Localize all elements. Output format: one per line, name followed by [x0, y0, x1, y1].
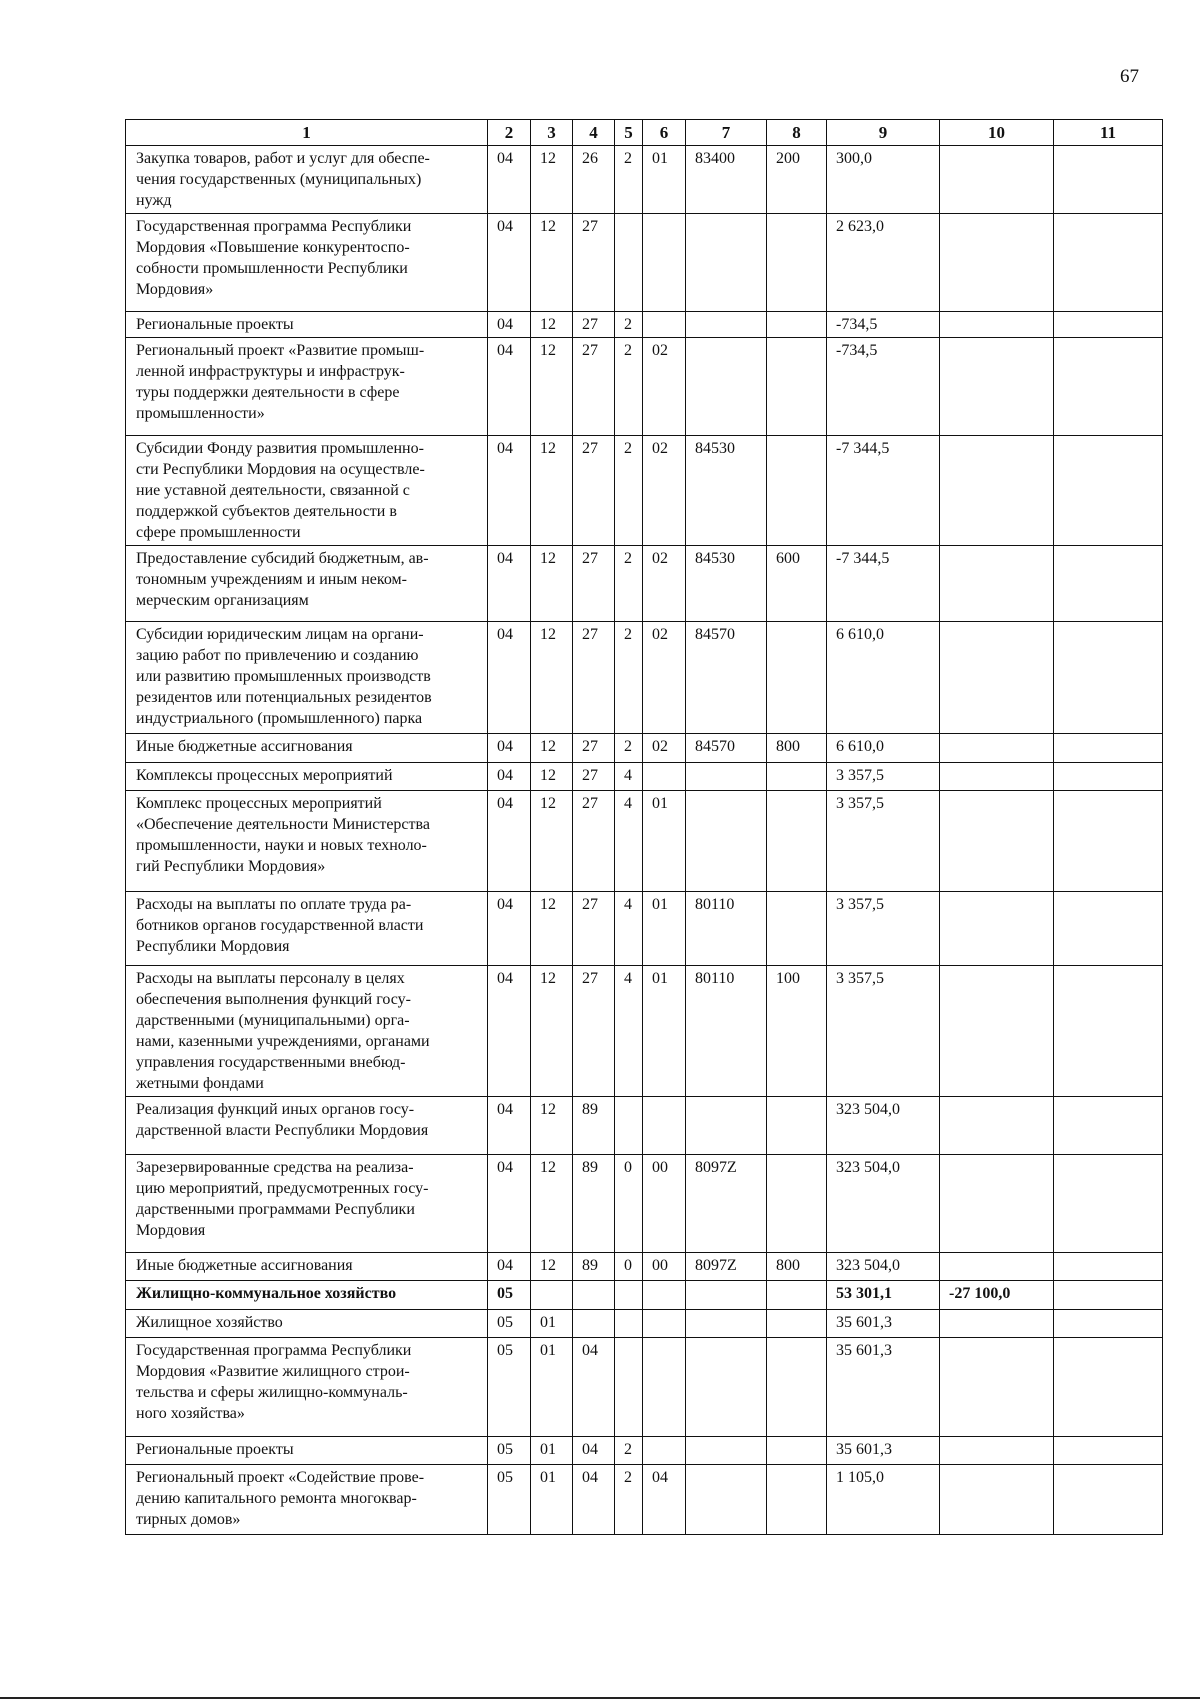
extra-amount-cell — [1054, 734, 1163, 763]
amount-change-cell: -27 100,0 — [940, 1281, 1054, 1310]
event-code-cell — [643, 1437, 686, 1465]
column-header: 8 — [767, 120, 827, 146]
table-row — [126, 1281, 1163, 1310]
column-header: 7 — [686, 120, 767, 146]
section-code-cell: 05 — [488, 1437, 531, 1465]
page-bottom-rule — [0, 1697, 1200, 1699]
event-code-cell — [643, 1338, 686, 1437]
table-row — [126, 1437, 1163, 1465]
section-code-cell: 05 — [488, 1281, 531, 1310]
event-code-cell: 04 — [643, 1465, 686, 1535]
subsection-code-cell: 01 — [531, 1437, 573, 1465]
program-code-cell: 89 — [573, 1253, 615, 1281]
program-code-cell: 89 — [573, 1155, 615, 1253]
event-code-cell: 02 — [643, 338, 686, 436]
program-code-cell: 27 — [573, 546, 615, 622]
event-code-cell — [643, 214, 686, 312]
subsection-code-cell: 12 — [531, 1253, 573, 1281]
expense-type-cell — [767, 436, 827, 546]
column-header: 1 — [126, 120, 488, 146]
extra-amount-cell — [1054, 1465, 1163, 1535]
table-row — [126, 1155, 1163, 1253]
row-name-cell: Комплексы процессных мероприятий — [126, 763, 488, 791]
event-code-cell — [643, 1097, 686, 1155]
section-code-cell: 04 — [488, 791, 531, 892]
subsection-code-cell: 12 — [531, 791, 573, 892]
program-code-cell: 26 — [573, 146, 615, 214]
amount-change-cell — [940, 338, 1054, 436]
section-code-cell: 04 — [488, 966, 531, 1097]
row-name-cell: Закупка товаров, работ и услуг для обеспе- чения государственных (муниципальных) нужд — [126, 146, 488, 214]
program-code-cell: 27 — [573, 312, 615, 338]
subsection-code-cell: 12 — [531, 146, 573, 214]
section-code-cell: 04 — [488, 1155, 531, 1253]
extra-amount-cell — [1054, 436, 1163, 546]
amount-change-cell — [940, 1465, 1054, 1535]
row-name-cell: Расходы на выплаты персоналу в целях обеспечения выполнения функций госу- дарственными (муниципальными) орга- нами, казенными учреждениями, органами управления государственными внебюд- жетными фондами — [126, 966, 488, 1097]
subprogram-code-cell: 2 — [615, 1465, 643, 1535]
row-name-cell: Предоставление субсидий бюджетным, ав- тономным учреждениям и иным неком- мерческим организациям — [126, 546, 488, 622]
section-code-cell: 04 — [488, 436, 531, 546]
subprogram-code-cell: 0 — [615, 1155, 643, 1253]
amount-cell: 1 105,0 — [827, 1465, 940, 1535]
subsection-code-cell: 12 — [531, 338, 573, 436]
expense-code-cell — [686, 1437, 767, 1465]
amount-cell: -734,5 — [827, 312, 940, 338]
expense-type-cell: 800 — [767, 734, 827, 763]
extra-amount-cell — [1054, 1310, 1163, 1338]
program-code-cell: 27 — [573, 338, 615, 436]
row-name-cell: Иные бюджетные ассигнования — [126, 1253, 488, 1281]
extra-amount-cell — [1054, 892, 1163, 966]
subsection-code-cell: 12 — [531, 763, 573, 791]
subprogram-code-cell: 2 — [615, 338, 643, 436]
subprogram-code-cell — [615, 1338, 643, 1437]
expense-type-cell — [767, 1097, 827, 1155]
section-code-cell: 04 — [488, 1097, 531, 1155]
expense-type-cell — [767, 1465, 827, 1535]
event-code-cell: 01 — [643, 892, 686, 966]
subsection-code-cell — [531, 1281, 573, 1310]
row-name-cell: Региональный проект «Развитие промыш- ленной инфраструктуры и инфраструк- туры поддержки деятельности в сфере промышленности» — [126, 338, 488, 436]
row-name-cell: Государственная программа Республики Мордовия «Повышение конкурентоспо- собности промышленности Республики Мордовия» — [126, 214, 488, 312]
subprogram-code-cell — [615, 1097, 643, 1155]
amount-cell: 53 301,1 — [827, 1281, 940, 1310]
program-code-cell: 04 — [573, 1437, 615, 1465]
event-code-cell — [643, 1310, 686, 1338]
amount-change-cell — [940, 1097, 1054, 1155]
subsection-code-cell: 12 — [531, 436, 573, 546]
extra-amount-cell — [1054, 622, 1163, 734]
column-header: 10 — [940, 120, 1054, 146]
section-code-cell: 04 — [488, 338, 531, 436]
amount-cell: 35 601,3 — [827, 1310, 940, 1338]
expense-code-cell — [686, 214, 767, 312]
expense-code-cell: 84570 — [686, 622, 767, 734]
amount-change-cell — [940, 1155, 1054, 1253]
event-code-cell: 00 — [643, 1155, 686, 1253]
section-code-cell: 04 — [488, 734, 531, 763]
expense-type-cell — [767, 763, 827, 791]
program-code-cell: 27 — [573, 622, 615, 734]
expense-type-cell: 600 — [767, 546, 827, 622]
expense-code-cell: 84570 — [686, 734, 767, 763]
column-header: 5 — [615, 120, 643, 146]
table-row — [126, 436, 1163, 546]
subprogram-code-cell: 2 — [615, 312, 643, 338]
row-name-cell: Региональный проект «Содействие прове- дению капитального ремонта многоквар- тирных домов» — [126, 1465, 488, 1535]
table-row — [126, 966, 1163, 1097]
expense-code-cell: 8097Z — [686, 1155, 767, 1253]
amount-cell: 3 357,5 — [827, 791, 940, 892]
expense-code-cell — [686, 312, 767, 338]
subprogram-code-cell: 4 — [615, 966, 643, 1097]
amount-cell: 323 504,0 — [827, 1155, 940, 1253]
expense-code-cell — [686, 1097, 767, 1155]
expense-type-cell — [767, 1338, 827, 1437]
expense-type-cell — [767, 622, 827, 734]
row-name-cell: Государственная программа Республики Мордовия «Развитие жилищного строи- тельства и сферы жилищно-коммуналь- ного хозяйства» — [126, 1338, 488, 1437]
page-number: 67 — [1120, 66, 1139, 87]
subsection-code-cell: 01 — [531, 1310, 573, 1338]
amount-cell: 3 357,5 — [827, 966, 940, 1097]
row-name-cell: Расходы на выплаты по оплате труда ра- ботников органов государственной власти Республики Мордовия — [126, 892, 488, 966]
row-name-cell: Комплекс процессных мероприятий «Обеспечение деятельности Министерства промышленности, науки и новых техноло- гий Республики Мордовия» — [126, 791, 488, 892]
amount-cell: 35 601,3 — [827, 1338, 940, 1437]
amount-change-cell — [940, 312, 1054, 338]
extra-amount-cell — [1054, 966, 1163, 1097]
event-code-cell: 02 — [643, 734, 686, 763]
amount-change-cell — [940, 622, 1054, 734]
program-code-cell: 27 — [573, 892, 615, 966]
table-row — [126, 1097, 1163, 1155]
section-code-cell: 04 — [488, 1253, 531, 1281]
table-body — [126, 146, 1163, 1535]
subprogram-code-cell: 4 — [615, 892, 643, 966]
extra-amount-cell — [1054, 1253, 1163, 1281]
amount-change-cell — [940, 1437, 1054, 1465]
subsection-code-cell: 12 — [531, 892, 573, 966]
program-code-cell: 89 — [573, 1097, 615, 1155]
amount-cell: 6 610,0 — [827, 622, 940, 734]
section-code-cell: 04 — [488, 214, 531, 312]
event-code-cell: 02 — [643, 622, 686, 734]
expense-code-cell: 8097Z — [686, 1253, 767, 1281]
expense-code-cell — [686, 1338, 767, 1437]
amount-change-cell — [940, 436, 1054, 546]
amount-change-cell — [940, 892, 1054, 966]
event-code-cell: 01 — [643, 791, 686, 892]
table-row — [126, 763, 1163, 791]
expense-type-cell — [767, 214, 827, 312]
subprogram-code-cell: 4 — [615, 763, 643, 791]
extra-amount-cell — [1054, 1281, 1163, 1310]
amount-change-cell — [940, 146, 1054, 214]
program-code-cell: 04 — [573, 1338, 615, 1437]
expense-code-cell: 84530 — [686, 436, 767, 546]
program-code-cell: 27 — [573, 734, 615, 763]
amount-cell: 35 601,3 — [827, 1437, 940, 1465]
subsection-code-cell: 01 — [531, 1338, 573, 1437]
event-code-cell — [643, 763, 686, 791]
expense-type-cell — [767, 1437, 827, 1465]
expense-code-cell — [686, 763, 767, 791]
table-row — [126, 622, 1163, 734]
expense-code-cell — [686, 1465, 767, 1535]
subprogram-code-cell: 2 — [615, 436, 643, 546]
expense-type-cell — [767, 1310, 827, 1338]
expense-code-cell: 84530 — [686, 546, 767, 622]
amount-cell: 323 504,0 — [827, 1097, 940, 1155]
amount-cell: -734,5 — [827, 338, 940, 436]
expense-type-cell — [767, 338, 827, 436]
column-header: 3 — [531, 120, 573, 146]
amount-cell: -7 344,5 — [827, 546, 940, 622]
subprogram-code-cell — [615, 1281, 643, 1310]
program-code-cell — [573, 1281, 615, 1310]
subprogram-code-cell — [615, 214, 643, 312]
column-header: 2 — [488, 120, 531, 146]
expense-code-cell — [686, 1281, 767, 1310]
expense-code-cell: 80110 — [686, 966, 767, 1097]
expense-type-cell: 800 — [767, 1253, 827, 1281]
row-name-cell: Жилищное хозяйство — [126, 1310, 488, 1338]
expense-type-cell: 200 — [767, 146, 827, 214]
subprogram-code-cell: 4 — [615, 791, 643, 892]
amount-cell: 3 357,5 — [827, 892, 940, 966]
extra-amount-cell — [1054, 146, 1163, 214]
table-row — [126, 734, 1163, 763]
column-header: 11 — [1054, 120, 1163, 146]
column-header: 6 — [643, 120, 686, 146]
event-code-cell: 01 — [643, 966, 686, 1097]
subsection-code-cell: 12 — [531, 1097, 573, 1155]
amount-cell: 323 504,0 — [827, 1253, 940, 1281]
amount-cell: -7 344,5 — [827, 436, 940, 546]
event-code-cell — [643, 1281, 686, 1310]
subprogram-code-cell — [615, 1310, 643, 1338]
amount-cell: 300,0 — [827, 146, 940, 214]
section-code-cell: 05 — [488, 1310, 531, 1338]
amount-change-cell — [940, 1338, 1054, 1437]
table-row — [126, 791, 1163, 892]
subsection-code-cell: 12 — [531, 734, 573, 763]
table-row — [126, 1338, 1163, 1437]
column-header: 9 — [827, 120, 940, 146]
program-code-cell: 27 — [573, 763, 615, 791]
expense-type-cell — [767, 892, 827, 966]
table-row — [126, 1310, 1163, 1338]
table-row — [126, 546, 1163, 622]
amount-change-cell — [940, 734, 1054, 763]
table-row — [126, 892, 1163, 966]
section-code-cell: 04 — [488, 312, 531, 338]
subsection-code-cell: 01 — [531, 1465, 573, 1535]
expense-type-cell — [767, 791, 827, 892]
extra-amount-cell — [1054, 546, 1163, 622]
row-name-cell: Субсидии юридическим лицам на органи- зацию работ по привлечению и созданию или развитию промышленных производств резидентов или потенциальных резидентов индустриального (промышленного) парка — [126, 622, 488, 734]
table-row — [126, 338, 1163, 436]
section-code-cell: 05 — [488, 1338, 531, 1437]
table-row — [126, 312, 1163, 338]
event-code-cell — [643, 312, 686, 338]
table-row — [126, 1465, 1163, 1535]
expense-code-cell: 80110 — [686, 892, 767, 966]
expense-type-cell — [767, 1155, 827, 1253]
event-code-cell: 02 — [643, 436, 686, 546]
extra-amount-cell — [1054, 1155, 1163, 1253]
program-code-cell: 04 — [573, 1465, 615, 1535]
subsection-code-cell: 12 — [531, 546, 573, 622]
extra-amount-cell — [1054, 312, 1163, 338]
extra-amount-cell — [1054, 791, 1163, 892]
section-code-cell: 04 — [488, 763, 531, 791]
amount-change-cell — [940, 791, 1054, 892]
program-code-cell: 27 — [573, 436, 615, 546]
program-code-cell: 27 — [573, 214, 615, 312]
table-row — [126, 1253, 1163, 1281]
row-name-cell: Региональные проекты — [126, 312, 488, 338]
expense-code-cell — [686, 1310, 767, 1338]
amount-change-cell — [940, 214, 1054, 312]
extra-amount-cell — [1054, 1437, 1163, 1465]
expense-type-cell — [767, 312, 827, 338]
amount-change-cell — [940, 763, 1054, 791]
subprogram-code-cell: 2 — [615, 734, 643, 763]
subprogram-code-cell: 2 — [615, 146, 643, 214]
subsection-code-cell: 12 — [531, 622, 573, 734]
row-name-cell: Иные бюджетные ассигнования — [126, 734, 488, 763]
subsection-code-cell: 12 — [531, 1155, 573, 1253]
section-code-cell: 05 — [488, 1465, 531, 1535]
extra-amount-cell — [1054, 763, 1163, 791]
event-code-cell: 02 — [643, 546, 686, 622]
expense-type-cell — [767, 1281, 827, 1310]
row-name-cell: Субсидии Фонду развития промышленно- сти Республики Мордовия на осуществле- ние уставной деятельности, связанной с поддержкой субъектов деятельности в сфере промышленности — [126, 436, 488, 546]
row-name-cell: Зарезервированные средства на реализа- цию мероприятий, предусмотренных госу- дарственными программами Республики Мордовия — [126, 1155, 488, 1253]
extra-amount-cell — [1054, 338, 1163, 436]
amount-change-cell — [940, 1253, 1054, 1281]
section-code-cell: 04 — [488, 622, 531, 734]
event-code-cell: 01 — [643, 146, 686, 214]
section-code-cell: 04 — [488, 892, 531, 966]
row-name-cell: Жилищно-коммунальное хозяйство — [126, 1281, 488, 1310]
column-header: 4 — [573, 120, 615, 146]
section-code-cell: 04 — [488, 146, 531, 214]
amount-cell: 2 623,0 — [827, 214, 940, 312]
subprogram-code-cell: 2 — [615, 622, 643, 734]
subsection-code-cell: 12 — [531, 214, 573, 312]
amount-change-cell — [940, 546, 1054, 622]
table-row — [126, 214, 1163, 312]
table-row — [126, 146, 1163, 214]
expense-code-cell: 83400 — [686, 146, 767, 214]
extra-amount-cell — [1054, 1338, 1163, 1437]
subsection-code-cell: 12 — [531, 966, 573, 1097]
subprogram-code-cell: 0 — [615, 1253, 643, 1281]
amount-cell: 3 357,5 — [827, 763, 940, 791]
program-code-cell — [573, 1310, 615, 1338]
program-code-cell: 27 — [573, 791, 615, 892]
header-row — [126, 120, 1163, 146]
amount-change-cell — [940, 1310, 1054, 1338]
program-code-cell: 27 — [573, 966, 615, 1097]
subprogram-code-cell: 2 — [615, 1437, 643, 1465]
extra-amount-cell — [1054, 214, 1163, 312]
subsection-code-cell: 12 — [531, 312, 573, 338]
extra-amount-cell — [1054, 1097, 1163, 1155]
amount-change-cell — [940, 966, 1054, 1097]
expense-type-cell: 100 — [767, 966, 827, 1097]
section-code-cell: 04 — [488, 546, 531, 622]
row-name-cell: Региональные проекты — [126, 1437, 488, 1465]
expense-code-cell — [686, 338, 767, 436]
event-code-cell: 00 — [643, 1253, 686, 1281]
budget-table — [125, 119, 1163, 1535]
amount-cell: 6 610,0 — [827, 734, 940, 763]
row-name-cell: Реализация функций иных органов госу- дарственной власти Республики Мордовия — [126, 1097, 488, 1155]
expense-code-cell — [686, 791, 767, 892]
subprogram-code-cell: 2 — [615, 546, 643, 622]
